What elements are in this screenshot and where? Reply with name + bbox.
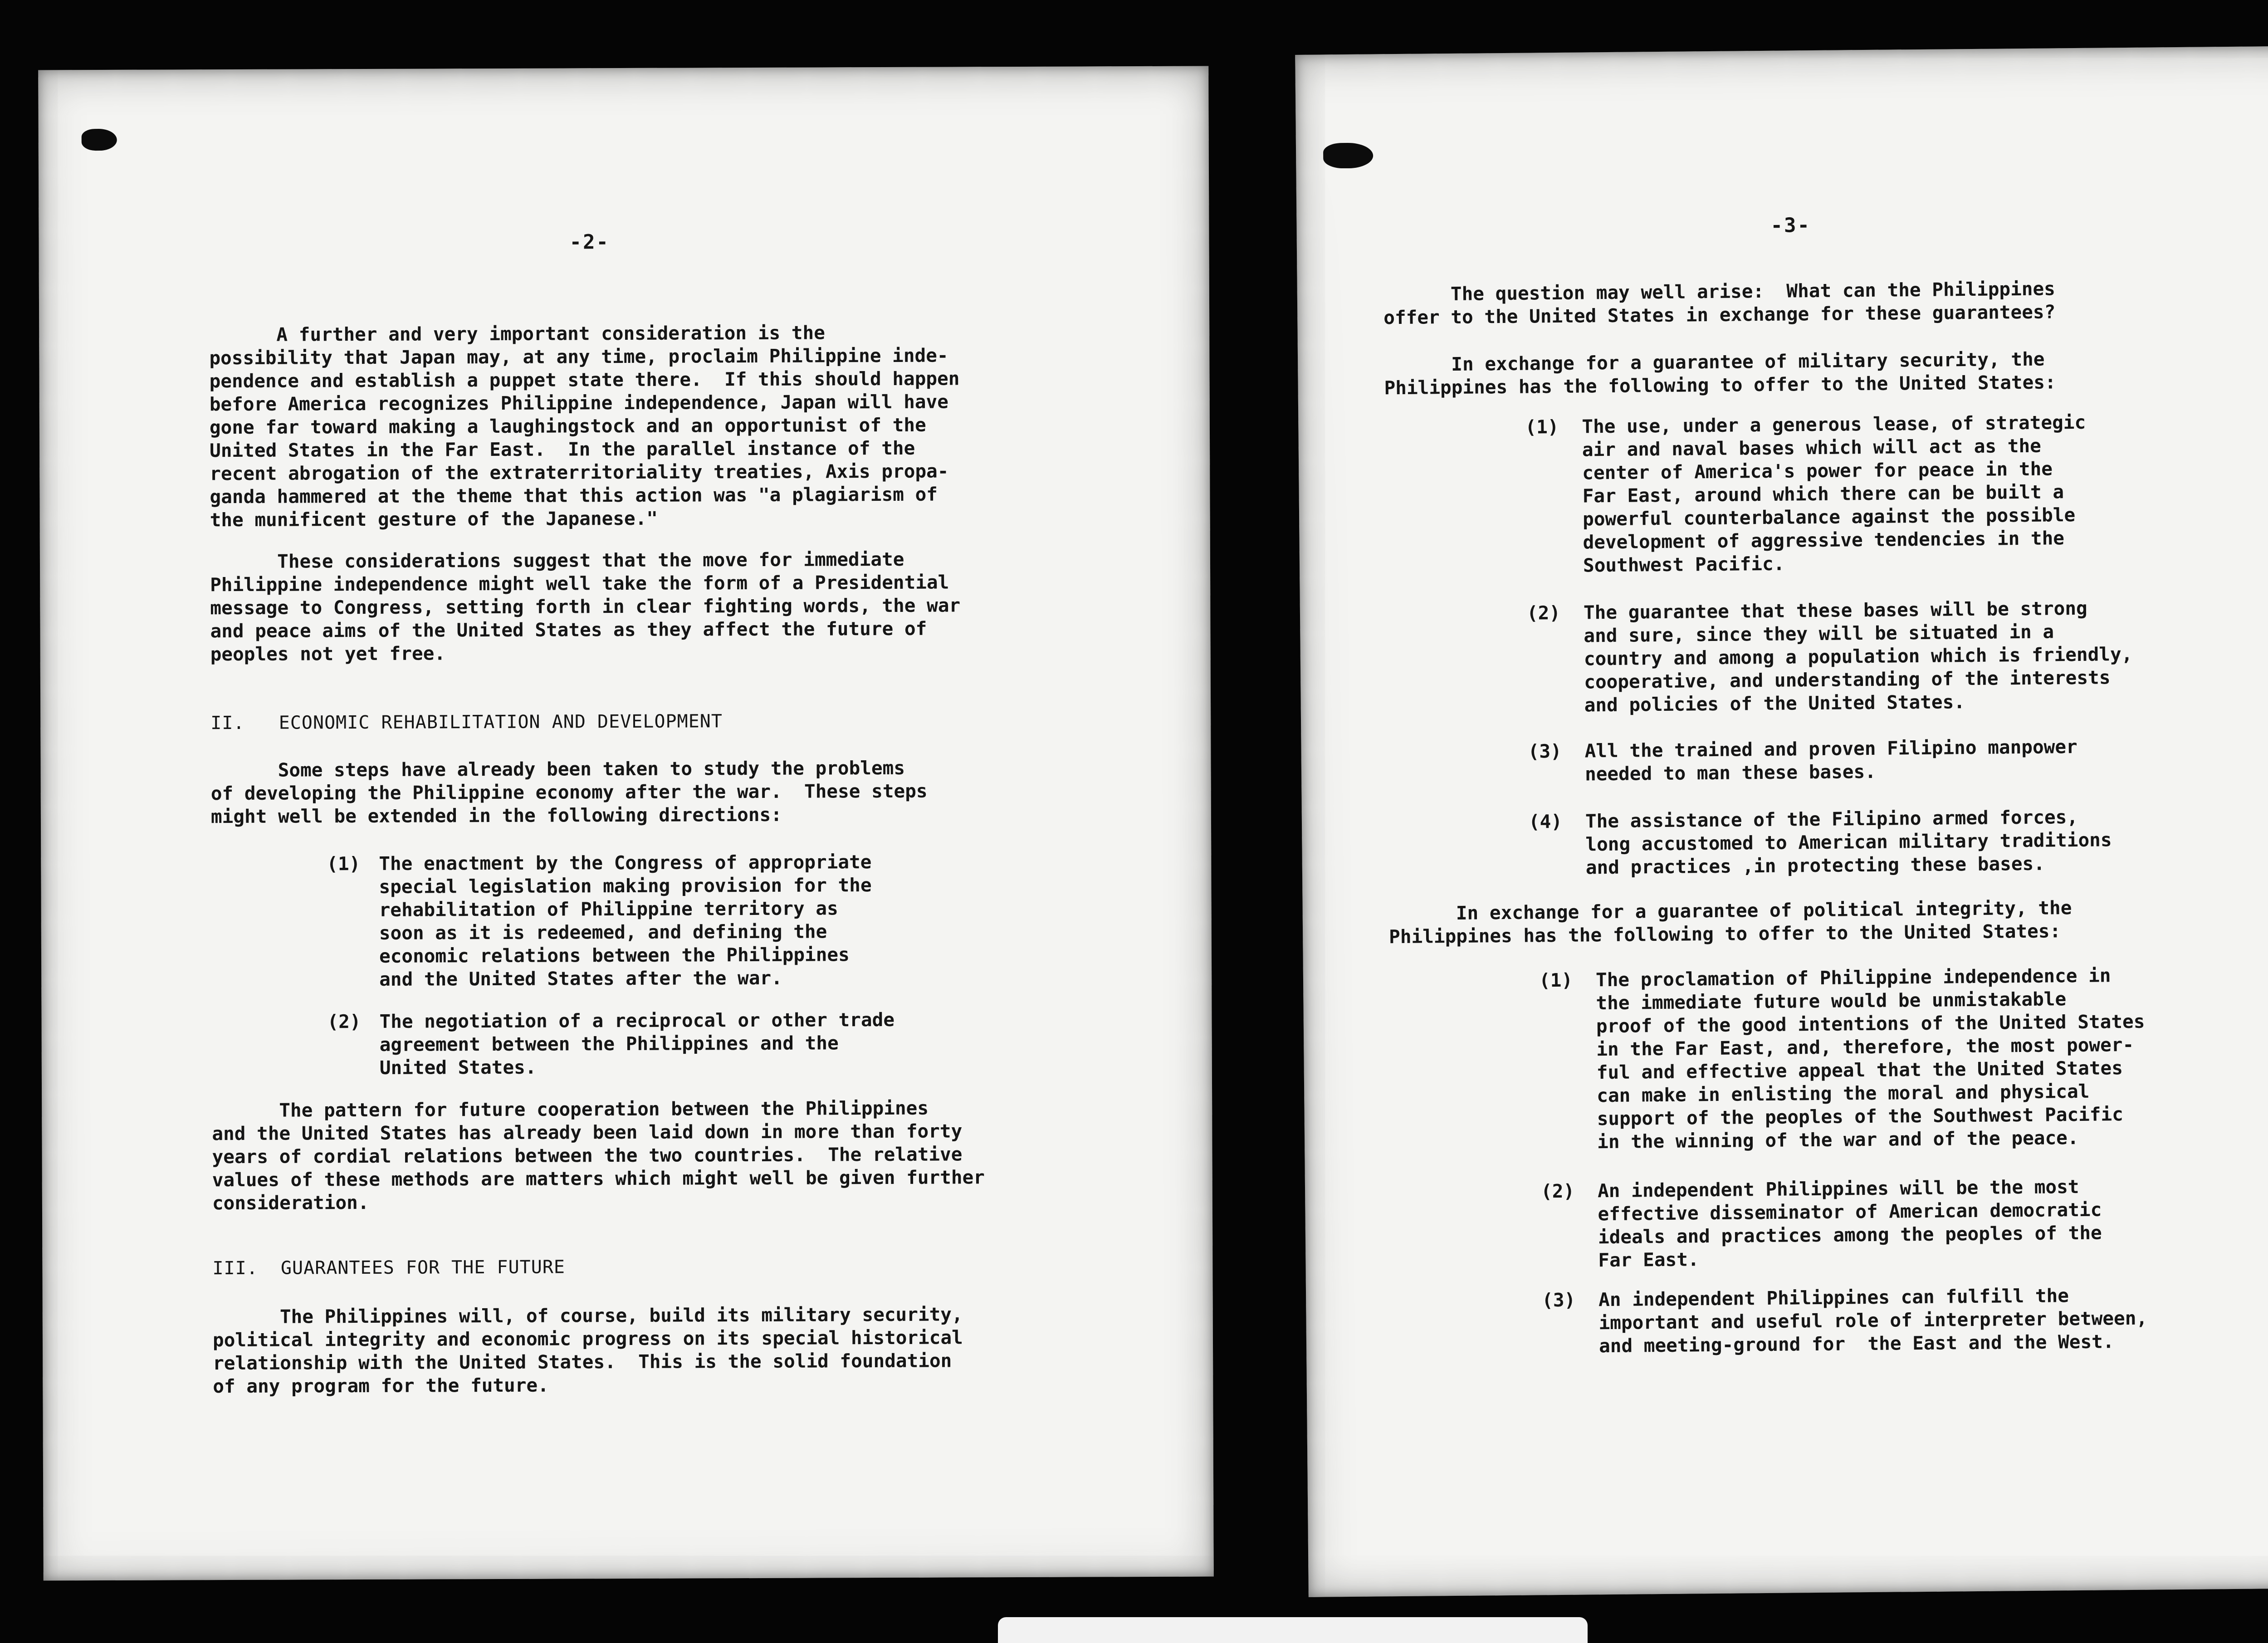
item-text: An independent Philippines will be the most effective disseminator of American democratic ideals and practices among the peoples of the Far East. [1597,1175,2102,1271]
binding-hole-mark [1323,142,1373,168]
page-3 [1295,45,2268,1597]
page-number: -3- [1770,214,1811,237]
scanner-edge-strip [998,1617,1588,1643]
item-text: The negotiation of a reciprocal or other trade agreement between the Philippines and the United States. [379,1008,895,1079]
paragraph-japan: A further and very important consideration is the possibility that Japan may, at any time, proclaim Philippine inde- pendence and establish a puppet state there. If this should happen before America recognizes Philippine independence, Japan will have gone far toward making a laughingstock and an opportunist of the United States in the Far East. In the parallel instance of the recent abrogation of the extraterritoriality treaties, Axis propa- ganda hammered at the theme that this action was "a plagiarism of the munificent gesture of the Japanese." [209,322,960,531]
paragraph-pattern: The pattern for future cooperation between the Philippines and the United States has already been laid down in more than forty years of cordial relations between the two countries. The relative values of these methods are matters which might well be given further consideration. [212,1097,985,1214]
paragraph-considerations: These considerations suggest that the move for immediate Philippine independence might well take the form of a Presidential message to Congress, setting forth in clear fighting words, the war and peace aims of the United States as they affect the future of peoples not yet free. [210,548,961,665]
item-text: The enactment by the Congress of appropriate special legislation making provision for the rehabilitation of Philippine territory as soon as it is redeemed, and defining the economic relations between the Philippines and the United States after the war. [379,851,872,990]
item-number: (2) [1540,1180,1575,1203]
item-text: An independent Philippines can fulfill the important and useful role of interpreter between, and meeting-ground for the East and the West. [1598,1285,2148,1357]
paragraph-question: The question may well arise: What can the Philippines offer to the United States in exchange for these guarantees? [1383,278,2056,329]
item-number: (2) [327,1011,361,1033]
item-number: (1) [1525,416,1559,438]
section-heading-economic: II. ECONOMIC REHABILITATION AND DEVELOPMENT [210,711,723,734]
item-text: The assistance of the Filipino armed forces, long accustomed to American military traditions and practices ,in protecting these bases. [1585,806,2112,879]
item-number: (1) [1539,969,1573,992]
item-number: (3) [1541,1289,1576,1311]
item-text: All the trained and proven Filipino manpower needed to man these bases. [1584,735,2077,785]
item-text: The proclamation of Philippine independence in the immediate future would be unmistakable proof of the good intentions of the United States in the Far East, and, therefore, the most power- ful and effective appeal that the United States can make in enlisting the moral and physical support of the peoples of the Southwest Pacific in the winning of the war and of the peace. [1595,964,2145,1153]
section-heading-guarantees: III. GUARANTEES FOR THE FUTURE [212,1257,566,1279]
page-2 [38,66,1214,1581]
item-text: The use, under a generous lease, of strategic air and naval bases which will act as the center of America's power for peace in the Far East, around which there can be built a powerful counterbalance against the possible development of aggressive tendencies in the Southwest Pacific. [1582,411,2086,577]
page-number: -2- [569,230,610,254]
item-text: The guarantee that these bases will be strong and sure, since they will be situated in a country and among a population which is friendly, cooperative, and understanding of the interests and policies of the United States. [1583,597,2133,716]
paragraph-economic-intro: Some steps have already been taken to study the problems of developing the Philippine economy after the war. These steps might well be extended in the following directions: [210,757,928,828]
paragraph-political: In exchange for a guarantee of political integrity, the Philippines has the following to offer to the United States: [1388,897,2072,948]
item-number: (2) [1526,601,1561,624]
binding-hole-mark [82,129,117,151]
item-number: (4) [1528,810,1563,833]
paragraph-guarantees: The Philippines will, of course, build its military security, political integrity and economic progress on its special historical relationship with the United States. This is the solid foundation of any program for the future. [212,1303,963,1398]
paragraph-military: In exchange for a guarantee of military security, the Philippines has the following to offer to the United States: [1383,348,2056,399]
item-number: (1) [327,853,361,875]
item-number: (3) [1528,740,1562,763]
